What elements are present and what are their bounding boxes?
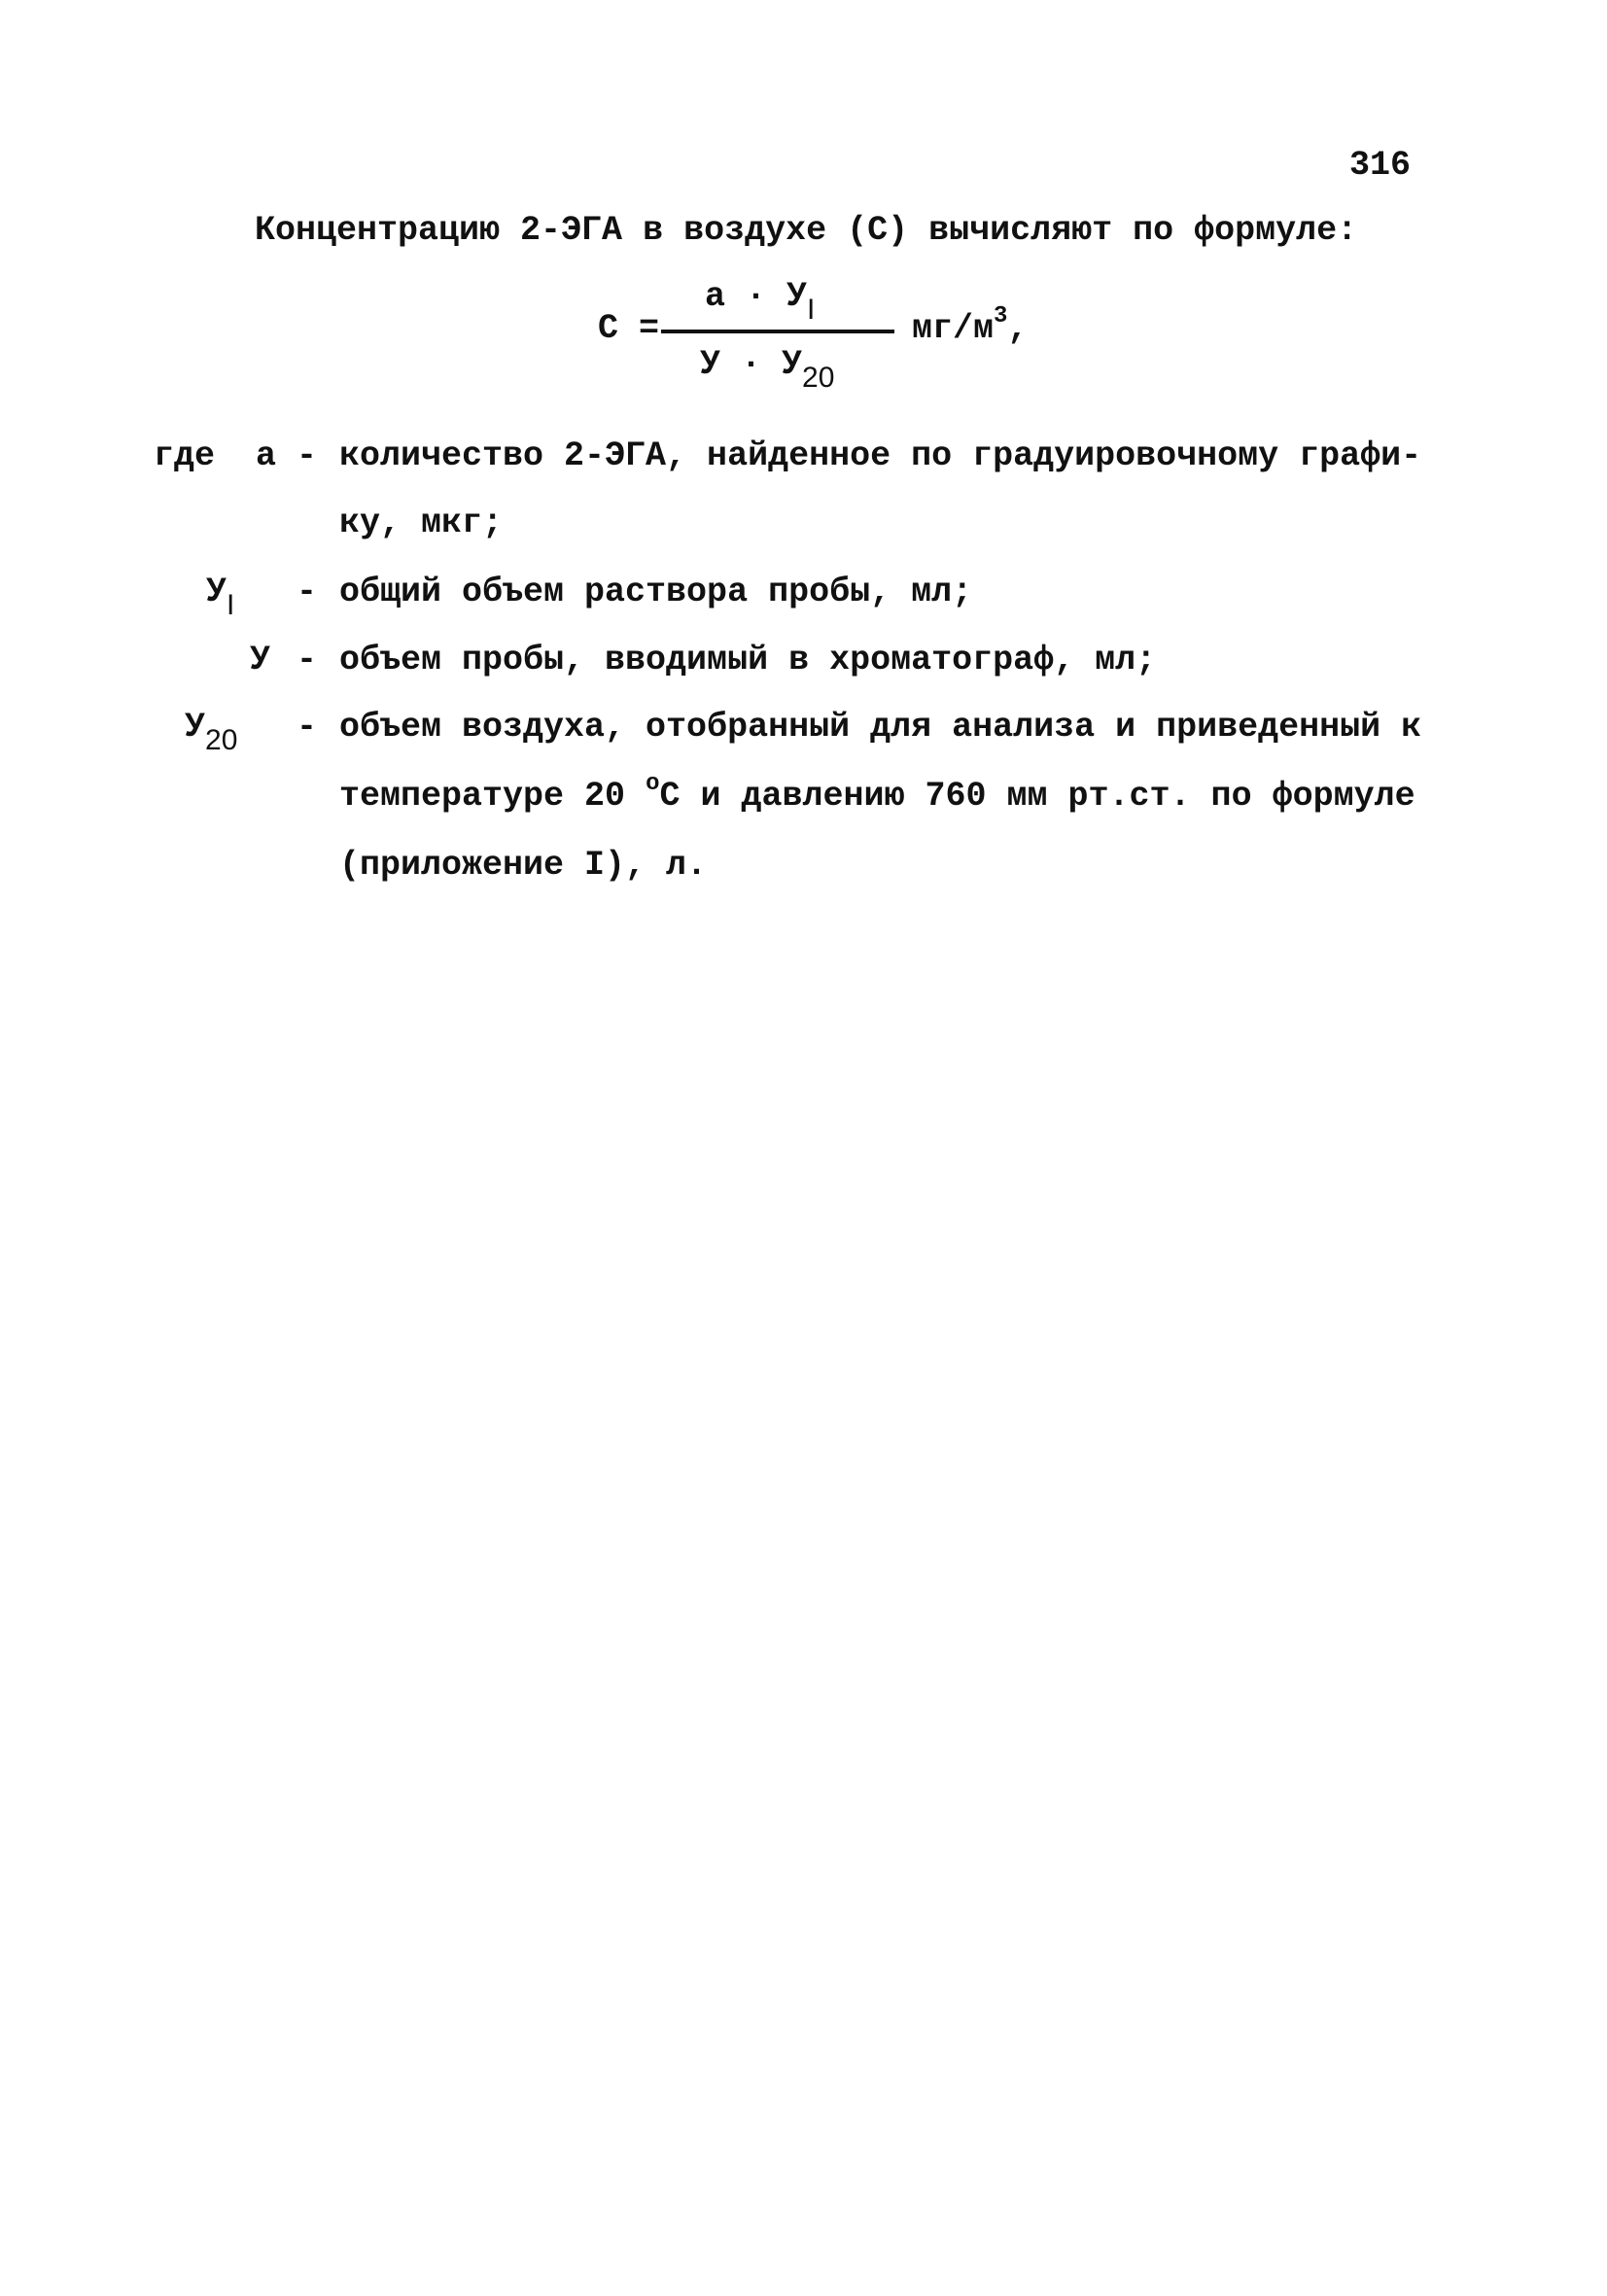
formula-denominator: [700, 345, 835, 394]
denominator-subscript: 20: [802, 362, 835, 394]
symbol-subscript: 20: [205, 724, 238, 756]
symbol-text: У: [206, 573, 227, 611]
def-dash: -: [297, 708, 318, 747]
temp-pre: температуре 20: [339, 777, 646, 816]
formula-lhs: С =: [598, 309, 660, 348]
symbol-text: У: [185, 708, 206, 747]
temp-post: С и давлению 760 мм рт.ст. по формуле: [659, 777, 1415, 816]
def-v-line1: объем пробы, вводимый в хроматограф, мл;: [339, 641, 1157, 679]
numerator-text: а · У: [705, 277, 808, 316]
def-v20-line1: объем воздуха, отобранный для анализа и приведенный к: [339, 708, 1422, 747]
numerator-subscript: I: [807, 294, 816, 326]
def-a-line1: количество 2-ЭГА, найденное по градуировочному графи-: [339, 436, 1422, 475]
def-dash: -: [297, 573, 318, 611]
degree-sign: о: [646, 771, 660, 797]
def-vi-line1: общий объем раствора пробы, мл;: [339, 573, 973, 611]
denominator-text: У · У: [700, 345, 803, 384]
intro-text: Концентрацию 2-ЭГА в воздухе (С) вычисляют по формуле:: [255, 211, 1358, 250]
unit-end: ,: [1007, 309, 1029, 348]
def-symbol-v: У: [250, 641, 271, 679]
page-number: 316: [1349, 146, 1412, 185]
fraction-bar: [661, 330, 894, 333]
unit-text: мг/м: [912, 309, 995, 348]
formula-numerator: [705, 277, 816, 326]
def-symbol-v20: [185, 708, 238, 756]
def-v20-line2: [339, 771, 1415, 819]
def-symbol-a: а: [256, 436, 277, 475]
def-v20-line3: (приложение I), л.: [339, 846, 708, 885]
unit-superscript: 3: [994, 303, 1008, 330]
formula-unit: [912, 303, 1029, 352]
where-label: где: [154, 436, 216, 475]
def-symbol-vi: [206, 573, 235, 621]
def-dash: -: [297, 436, 318, 475]
def-a-line2: ку, мкг;: [339, 504, 504, 542]
symbol-subscript: I: [227, 589, 235, 621]
def-dash: -: [297, 641, 318, 679]
